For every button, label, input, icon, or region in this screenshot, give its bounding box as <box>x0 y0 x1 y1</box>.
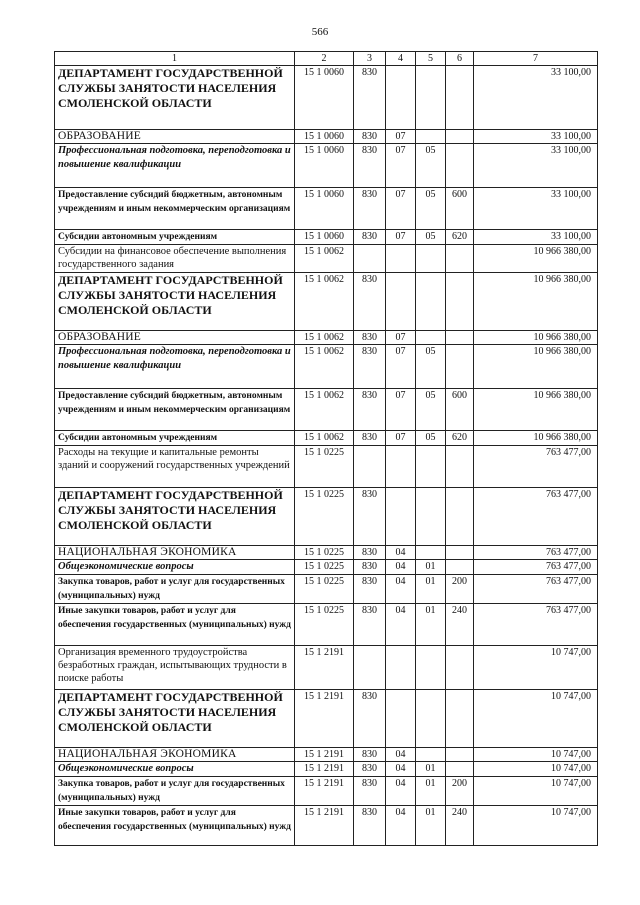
cell-col-7: 763 477,00 <box>474 560 598 575</box>
cell-col-6 <box>446 646 474 690</box>
cell-col-4 <box>386 690 416 748</box>
cell-col-5: 01 <box>416 777 446 806</box>
cell-col-6 <box>446 488 474 546</box>
cell-col-4: 07 <box>386 345 416 389</box>
table-row <box>55 604 598 646</box>
budget-table <box>54 51 598 846</box>
cell-col-5: 05 <box>416 230 446 245</box>
cell-col-7: 33 100,00 <box>474 144 598 188</box>
cell-col-5 <box>416 273 446 331</box>
row-label: Закупка товаров, работ и услуг для государственных (муниципальных) нужд <box>55 575 295 604</box>
cell-col-7: 33 100,00 <box>474 130 598 144</box>
cell-col-3: 830 <box>354 230 386 245</box>
row-label: ДЕПАРТАМЕНТ ГОСУДАРСТВЕННОЙ СЛУЖБЫ ЗАНЯТОСТИ НАСЕЛЕНИЯ СМОЛЕНСКОЙ ОБЛАСТИ <box>55 488 295 546</box>
cell-col-7: 763 477,00 <box>474 488 598 546</box>
cell-col-6 <box>446 245 474 273</box>
cell-col-2: 15 1 0062 <box>295 331 354 345</box>
row-label: НАЦИОНАЛЬНАЯ ЭКОНОМИКА <box>55 748 295 762</box>
cell-col-6 <box>446 762 474 777</box>
table-row <box>55 690 598 748</box>
table-row <box>55 273 598 331</box>
cell-col-4 <box>386 488 416 546</box>
cell-col-2: 15 1 0062 <box>295 245 354 273</box>
cell-col-6 <box>446 546 474 560</box>
cell-col-2: 15 1 0062 <box>295 345 354 389</box>
row-label: Субсидии автономным учреждениям <box>55 431 295 446</box>
row-label: НАЦИОНАЛЬНАЯ ЭКОНОМИКА <box>55 546 295 560</box>
cell-col-2: 15 1 0060 <box>295 130 354 144</box>
row-label: Предоставление субсидий бюджетным, автономным учреждениям и иным некоммерческим организациям <box>55 188 295 230</box>
cell-col-3: 830 <box>354 777 386 806</box>
column-number-row <box>55 52 598 66</box>
cell-col-7: 763 477,00 <box>474 604 598 646</box>
cell-col-2: 15 1 0062 <box>295 273 354 331</box>
cell-col-5: 05 <box>416 144 446 188</box>
cell-col-2: 15 1 2191 <box>295 748 354 762</box>
cell-col-3 <box>354 646 386 690</box>
row-label: Иные закупки товаров, работ и услуг для обеспечения государственных (муниципальных) нужд <box>55 604 295 646</box>
cell-col-6 <box>446 748 474 762</box>
cell-col-7: 10 966 380,00 <box>474 345 598 389</box>
cell-col-3 <box>354 245 386 273</box>
row-label: Организация временного трудоустройства безработных граждан, испытывающих трудности в поиске работы <box>55 646 295 690</box>
cell-col-4: 04 <box>386 748 416 762</box>
cell-col-4: 07 <box>386 431 416 446</box>
cell-col-5 <box>416 130 446 144</box>
cell-col-3 <box>354 446 386 488</box>
cell-col-4: 04 <box>386 604 416 646</box>
cell-col-4: 04 <box>386 777 416 806</box>
cell-col-5: 01 <box>416 604 446 646</box>
row-label: Иные закупки товаров, работ и услуг для обеспечения государственных (муниципальных) нужд <box>55 806 295 846</box>
cell-col-4 <box>386 66 416 130</box>
cell-col-5 <box>416 690 446 748</box>
cell-col-6 <box>446 560 474 575</box>
cell-col-7: 10 747,00 <box>474 690 598 748</box>
row-label: ДЕПАРТАМЕНТ ГОСУДАРСТВЕННОЙ СЛУЖБЫ ЗАНЯТОСТИ НАСЕЛЕНИЯ СМОЛЕНСКОЙ ОБЛАСТИ <box>55 273 295 331</box>
table-row <box>55 188 598 230</box>
row-label: Предоставление субсидий бюджетным, автономным учреждениям и иным некоммерческим организациям <box>55 389 295 431</box>
table-row <box>55 345 598 389</box>
row-label: ОБРАЗОВАНИЕ <box>55 130 295 144</box>
cell-col-4: 07 <box>386 331 416 345</box>
table-row <box>55 646 598 690</box>
cell-col-5 <box>416 446 446 488</box>
cell-col-3: 830 <box>354 188 386 230</box>
cell-col-7: 763 477,00 <box>474 546 598 560</box>
cell-col-3: 830 <box>354 560 386 575</box>
cell-col-4: 07 <box>386 389 416 431</box>
cell-col-6: 600 <box>446 389 474 431</box>
column-header: 7 <box>474 52 598 66</box>
cell-col-6 <box>446 446 474 488</box>
cell-col-7: 10 747,00 <box>474 777 598 806</box>
cell-col-2: 15 1 0060 <box>295 230 354 245</box>
cell-col-2: 15 1 2191 <box>295 646 354 690</box>
cell-col-4: 07 <box>386 130 416 144</box>
cell-col-3: 830 <box>354 144 386 188</box>
cell-col-2: 15 1 0225 <box>295 560 354 575</box>
cell-col-6: 240 <box>446 604 474 646</box>
cell-col-4: 04 <box>386 560 416 575</box>
cell-col-3: 830 <box>354 431 386 446</box>
cell-col-6 <box>446 345 474 389</box>
table-row <box>55 230 598 245</box>
table-row <box>55 144 598 188</box>
cell-col-5 <box>416 488 446 546</box>
cell-col-2: 15 1 0062 <box>295 431 354 446</box>
cell-col-2: 15 1 2191 <box>295 806 354 846</box>
cell-col-3: 830 <box>354 345 386 389</box>
row-label: Субсидии на финансовое обеспечение выполнения государственного задания <box>55 245 295 273</box>
cell-col-5: 05 <box>416 188 446 230</box>
cell-col-5: 01 <box>416 575 446 604</box>
row-label: Субсидии автономным учреждениям <box>55 230 295 245</box>
cell-col-3: 830 <box>354 130 386 144</box>
cell-col-4 <box>386 273 416 331</box>
cell-col-3: 830 <box>354 748 386 762</box>
table-row <box>55 748 598 762</box>
cell-col-6: 240 <box>446 806 474 846</box>
cell-col-7: 33 100,00 <box>474 66 598 130</box>
column-header: 2 <box>295 52 354 66</box>
cell-col-5 <box>416 646 446 690</box>
cell-col-3: 830 <box>354 604 386 646</box>
cell-col-2: 15 1 0060 <box>295 144 354 188</box>
column-header: 6 <box>446 52 474 66</box>
row-label: Общеэкономические вопросы <box>55 560 295 575</box>
cell-col-4: 07 <box>386 188 416 230</box>
cell-col-4 <box>386 245 416 273</box>
cell-col-4: 07 <box>386 144 416 188</box>
cell-col-3: 830 <box>354 331 386 345</box>
cell-col-3: 830 <box>354 66 386 130</box>
cell-col-5: 01 <box>416 560 446 575</box>
cell-col-7: 10 966 380,00 <box>474 389 598 431</box>
cell-col-7: 10 747,00 <box>474 762 598 777</box>
cell-col-7: 10 747,00 <box>474 806 598 846</box>
table-row <box>55 389 598 431</box>
table-row <box>55 488 598 546</box>
table-row <box>55 762 598 777</box>
cell-col-5 <box>416 245 446 273</box>
column-header: 4 <box>386 52 416 66</box>
table-row <box>55 245 598 273</box>
row-label: Расходы на текущие и капитальные ремонты зданий и сооружений государственных учреждений <box>55 446 295 488</box>
table-row <box>55 130 598 144</box>
cell-col-3: 830 <box>354 546 386 560</box>
cell-col-7: 763 477,00 <box>474 575 598 604</box>
cell-col-6: 600 <box>446 188 474 230</box>
cell-col-6 <box>446 144 474 188</box>
row-label: Профессиональная подготовка, переподготовка и повышение квалификации <box>55 144 295 188</box>
cell-col-2: 15 1 2191 <box>295 690 354 748</box>
table-row <box>55 560 598 575</box>
table-row <box>55 575 598 604</box>
cell-col-7: 33 100,00 <box>474 230 598 245</box>
table-row <box>55 806 598 846</box>
cell-col-3: 830 <box>354 762 386 777</box>
cell-col-4 <box>386 646 416 690</box>
cell-col-6 <box>446 331 474 345</box>
table-row <box>55 331 598 345</box>
cell-col-6 <box>446 690 474 748</box>
cell-col-3: 830 <box>354 690 386 748</box>
cell-col-2: 15 1 0060 <box>295 66 354 130</box>
table-row <box>55 446 598 488</box>
cell-col-4: 04 <box>386 762 416 777</box>
column-header: 5 <box>416 52 446 66</box>
cell-col-2: 15 1 2191 <box>295 777 354 806</box>
cell-col-4: 04 <box>386 806 416 846</box>
row-label: Закупка товаров, работ и услуг для государственных (муниципальных) нужд <box>55 777 295 806</box>
table-row <box>55 431 598 446</box>
cell-col-6: 200 <box>446 777 474 806</box>
cell-col-4: 04 <box>386 575 416 604</box>
row-label: Общеэкономические вопросы <box>55 762 295 777</box>
cell-col-5 <box>416 66 446 130</box>
cell-col-2: 15 1 0225 <box>295 575 354 604</box>
cell-col-3: 830 <box>354 575 386 604</box>
cell-col-7: 10 966 380,00 <box>474 245 598 273</box>
cell-col-7: 10 747,00 <box>474 748 598 762</box>
cell-col-2: 15 1 0062 <box>295 389 354 431</box>
column-header: 1 <box>55 52 295 66</box>
table-row <box>55 777 598 806</box>
cell-col-4: 04 <box>386 546 416 560</box>
cell-col-4 <box>386 446 416 488</box>
cell-col-6: 200 <box>446 575 474 604</box>
cell-col-7: 10 966 380,00 <box>474 273 598 331</box>
cell-col-3: 830 <box>354 488 386 546</box>
cell-col-6 <box>446 66 474 130</box>
cell-col-3: 830 <box>354 806 386 846</box>
cell-col-6: 620 <box>446 230 474 245</box>
row-label: Профессиональная подготовка, переподготовка и повышение квалификации <box>55 345 295 389</box>
column-header: 3 <box>354 52 386 66</box>
cell-col-5: 05 <box>416 431 446 446</box>
cell-col-2: 15 1 0225 <box>295 488 354 546</box>
cell-col-5: 01 <box>416 806 446 846</box>
cell-col-2: 15 1 0225 <box>295 446 354 488</box>
cell-col-3: 830 <box>354 389 386 431</box>
page-number: 566 <box>311 26 329 38</box>
row-label: ДЕПАРТАМЕНТ ГОСУДАРСТВЕННОЙ СЛУЖБЫ ЗАНЯТОСТИ НАСЕЛЕНИЯ СМОЛЕНСКОЙ ОБЛАСТИ <box>55 66 295 130</box>
cell-col-5 <box>416 748 446 762</box>
cell-col-4: 07 <box>386 230 416 245</box>
cell-col-7: 33 100,00 <box>474 188 598 230</box>
cell-col-2: 15 1 0060 <box>295 188 354 230</box>
cell-col-2: 15 1 2191 <box>295 762 354 777</box>
cell-col-7: 10 966 380,00 <box>474 431 598 446</box>
cell-col-5 <box>416 331 446 345</box>
cell-col-2: 15 1 0225 <box>295 546 354 560</box>
cell-col-7: 10 966 380,00 <box>474 331 598 345</box>
table-row <box>55 546 598 560</box>
cell-col-6: 620 <box>446 431 474 446</box>
cell-col-2: 15 1 0225 <box>295 604 354 646</box>
cell-col-3: 830 <box>354 273 386 331</box>
cell-col-5 <box>416 546 446 560</box>
cell-col-5: 05 <box>416 345 446 389</box>
cell-col-6 <box>446 130 474 144</box>
cell-col-5: 01 <box>416 762 446 777</box>
cell-col-6 <box>446 273 474 331</box>
cell-col-7: 10 747,00 <box>474 646 598 690</box>
row-label: ДЕПАРТАМЕНТ ГОСУДАРСТВЕННОЙ СЛУЖБЫ ЗАНЯТОСТИ НАСЕЛЕНИЯ СМОЛЕНСКОЙ ОБЛАСТИ <box>55 690 295 748</box>
table-row <box>55 66 598 130</box>
cell-col-7: 763 477,00 <box>474 446 598 488</box>
cell-col-5: 05 <box>416 389 446 431</box>
row-label: ОБРАЗОВАНИЕ <box>55 331 295 345</box>
